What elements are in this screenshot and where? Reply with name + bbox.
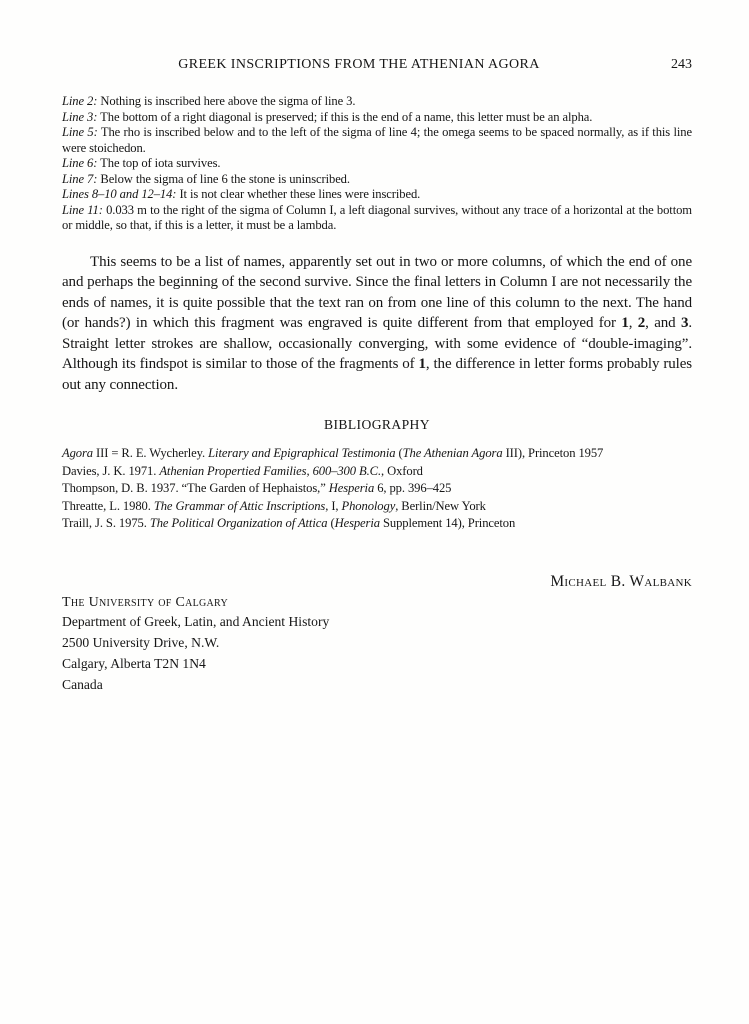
bibliography-entry: Davies, J. K. 1971. Athenian Propertied Families, 600–300 B.C., Oxford — [62, 463, 423, 478]
author-name: Michael B. Walbank — [550, 572, 692, 590]
author-address-block — [62, 594, 692, 695]
line-note: Line 2: Nothing is inscribed here above the sigma of line 3. — [62, 94, 356, 108]
author-affiliation: The University of Calgary — [62, 594, 228, 610]
line-note: Line 5: The rho is inscribed below and to the left of the sigma of line 4; the omega seems to be spaced normally, as if this line were stoichedon. — [62, 125, 692, 155]
bibliography-heading: BIBLIOGRAPHY — [323, 417, 430, 432]
line-note: Line 11: 0.033 m to the right of the sigma of Column I, a left diagonal survives, without any trace of a horizontal at the bottom or middle, so that, if this is a letter, it must be a lambda. — [62, 202, 693, 232]
line-note: Line 7: Below the sigma of line 6 the stone is uninscribed. — [62, 171, 350, 186]
epigraphic-notes — [62, 94, 692, 234]
running-head-title: GREEK INSCRIPTIONS FROM THE ATHENIAN AGORA — [178, 57, 540, 72]
line-note: Lines 8–10 and 12–14: It is not clear whether these lines were inscribed. — [62, 187, 421, 201]
bibliography-entry: Traill, J. S. 1975. The Political Organization of Attica (Hesperia Supplement 14), Princeton — [62, 516, 516, 530]
bibliography-entry: Agora III = R. E. Wycherley. Literary and Epigraphical Testimonia (The Athenian Agora III), Princeton 1957 — [62, 446, 604, 460]
line-note: Line 3: The bottom of a right diagonal is preserved; if this is the end of a name, this letter must be an alpha. — [62, 109, 593, 124]
address-line: 2500 University Drive, N.W. — [62, 634, 220, 650]
line-note: Line 6: The top of iota survives. — [62, 156, 221, 170]
bibliography-entry: Threatte, L. 1980. The Grammar of Attic Inscriptions, I, Phonology, Berlin/New York — [62, 498, 486, 513]
address-line: Calgary, Alberta T2N 1N4 — [62, 655, 206, 671]
address-line: Department of Greek, Latin, and Ancient History — [62, 613, 330, 629]
address-line: Canada — [62, 676, 103, 692]
bibliography-entry: Thompson, D. B. 1937. “The Garden of Hephaistos,” Hesperia 6, pp. 396–425 — [62, 481, 452, 495]
page-header — [62, 56, 692, 73]
discussion-paragraph: This seems to be a list of names, apparently set out in two or more columns, of which the end of one and perhaps the beginning of the second survive. Since the final letters in Column I are not necessarily the ends of names, it is quite possible that the text ran on from one line of this column to the next. The hand (or hands?) in which this fragment was engraved is quite different from that employed for 1, 2, and 3. Straight letter strokes are shallow, occasionally converging, with some evidence of “double-imaging”. Although its findspot is similar to those of the fragments of 1, the difference in letter forms probably rules out any connection. — [62, 253, 692, 393]
author-address — [62, 611, 692, 695]
page-number: 243 — [671, 57, 692, 72]
bibliography-list — [62, 445, 692, 533]
